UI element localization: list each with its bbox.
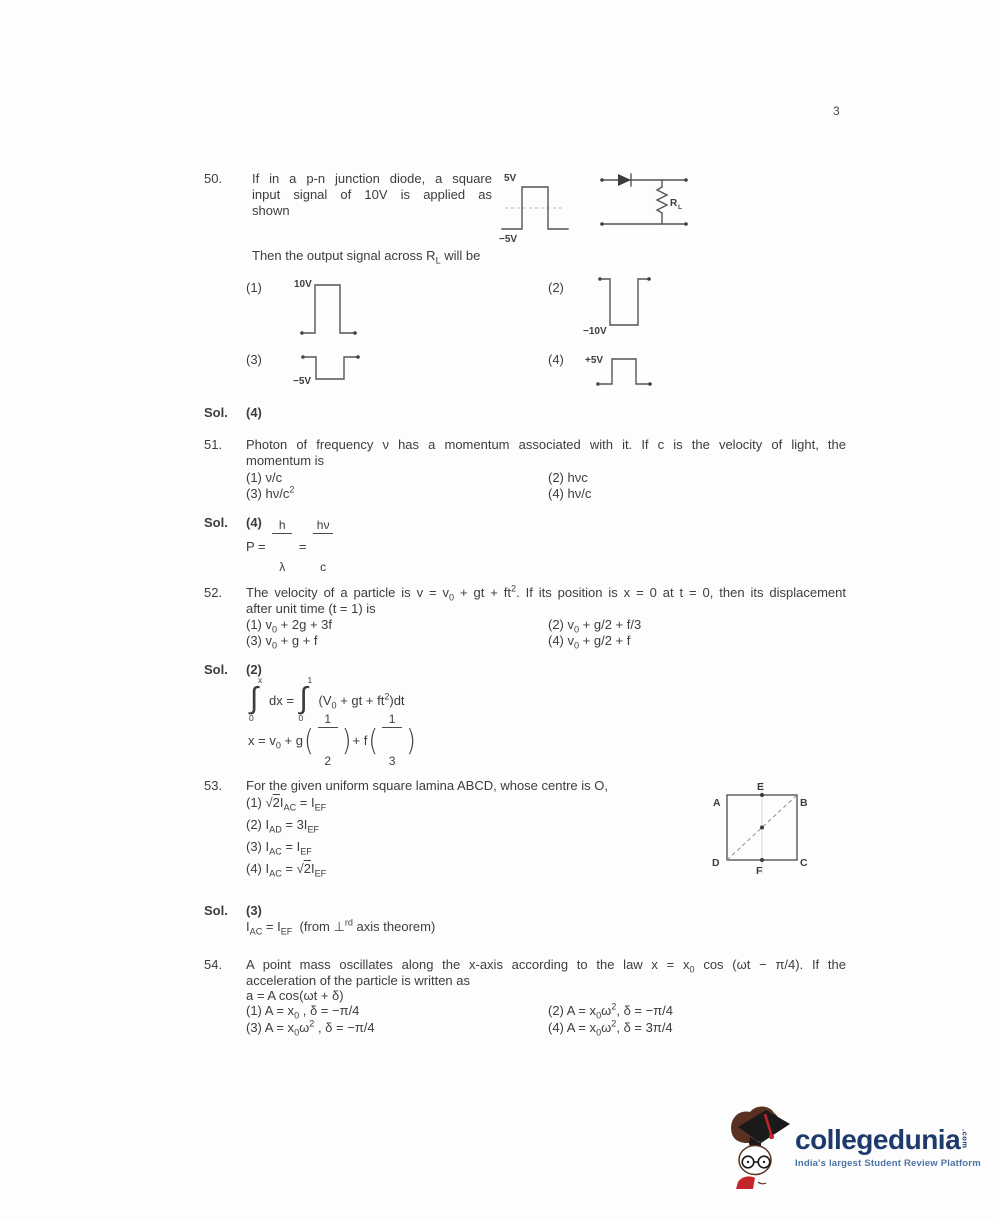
- wave-high-label: 5V: [504, 173, 517, 184]
- option-1-waveform: [294, 276, 364, 338]
- integrand: ($V_0$ + gt + $ft^2)dt$: [318, 691, 405, 711]
- page-number: 3: [833, 104, 840, 118]
- option-2-waveform: [583, 273, 658, 339]
- label-c: C: [800, 857, 808, 869]
- sol-52-result-equation: [248, 711, 417, 768]
- left-paren: (: [368, 722, 379, 758]
- q54-option-1: (1) $A = x_0$ , δ = −π/4: [246, 1003, 360, 1021]
- q52-option-1: (1) $v_0 + 2g + 3f$: [246, 617, 332, 635]
- mascot-face: [739, 1146, 771, 1175]
- option-3-voltage-label: −5V: [293, 376, 312, 387]
- pulse-down: [600, 279, 649, 325]
- option-2-number: (2): [548, 280, 564, 295]
- q51-option-4: (4) hν/c: [548, 486, 592, 501]
- question-52-line: after unit time (t = 1) is: [246, 600, 376, 616]
- q54-option-3: (3) $A = x_0\omega^2$ , δ = −π/4: [246, 1018, 375, 1038]
- option-4-voltage-label: +5V: [585, 355, 604, 366]
- q51-option-3: (3) $h\nu/c^2$: [246, 484, 295, 501]
- terminal-dot: [353, 331, 357, 335]
- label-a: A: [713, 797, 721, 809]
- question-50-text: [252, 171, 492, 219]
- brand-tld: .com: [960, 1129, 970, 1149]
- centre-o-dot: [760, 826, 764, 830]
- integral-sign: ∫ x 0: [249, 675, 263, 723]
- question-54-line: A point mass oscillates along the x-axis according to the law $x = x_0$ cos (ωt − π/4). If the: [246, 957, 846, 975]
- q54-option-2: (2) $A = x_0\omega^2$, δ = −π/4: [548, 1001, 674, 1021]
- label-f: F: [756, 865, 763, 877]
- question-50-line: shown: [252, 203, 290, 218]
- question-50-line: input signal of 10V is applied as: [252, 187, 492, 202]
- sol-51-formula: [246, 517, 336, 574]
- integral-upper-limit: x: [258, 675, 263, 685]
- resistor-label: R: [670, 198, 678, 209]
- pulse-up: [598, 359, 650, 384]
- left-eye: [747, 1161, 749, 1163]
- fraction: $\frac{1}{2}$: [318, 687, 338, 794]
- sol-51-answer: (4): [246, 515, 262, 530]
- mascot-shirt: [736, 1176, 755, 1189]
- sol-53-label: Sol.: [204, 903, 228, 918]
- mascot-mouth: [758, 1182, 766, 1184]
- label-b: B: [800, 797, 808, 809]
- option-4-waveform: [583, 350, 658, 390]
- formula-lhs: P =: [246, 538, 270, 554]
- sol-53-explanation: $I_{AC} = I_{EF}$ (from ⊥$^{rd}$ axis theorem): [246, 917, 436, 937]
- question-52-text: [246, 585, 846, 616]
- fraction: $\frac{1}{3}$: [382, 687, 402, 794]
- input-signal-waveform-diagram: [498, 168, 576, 246]
- option-1-number: (1): [246, 280, 262, 295]
- diode-icon: [618, 174, 631, 186]
- brand-row: [795, 1126, 981, 1154]
- resistor-icon: [657, 180, 667, 224]
- brand-name: collegedunia: [795, 1124, 961, 1155]
- option-3-number: (3): [246, 352, 262, 367]
- mascot-graduate-icon: [728, 1100, 790, 1190]
- sol-53-answer: (3): [246, 903, 262, 918]
- integral-sign: ∫ 1 0: [298, 675, 313, 723]
- tassel-end: [769, 1134, 774, 1139]
- sol-50-answer: (4): [246, 405, 262, 420]
- terminal-dot: [356, 355, 360, 359]
- right-paren: ): [341, 722, 352, 758]
- option-4-number: (4): [548, 352, 564, 367]
- q51-option-1: (1) ν/c: [246, 470, 283, 485]
- sol-52-label: Sol.: [204, 662, 228, 677]
- option-3-waveform: [293, 350, 365, 388]
- diode-circuit-diagram: [598, 170, 690, 234]
- equals-sign: =: [295, 538, 311, 554]
- right-eye: [763, 1161, 765, 1163]
- integral-lower-limit: 0: [298, 713, 304, 723]
- q54-option-4: (4) $A = x_0\omega^2$, δ = 3π/4: [548, 1018, 673, 1038]
- terminal-dot: [648, 382, 652, 386]
- brand-tagline: India's largest Student Review Platform: [795, 1158, 981, 1169]
- sol-52-answer: (2): [246, 662, 262, 677]
- question-53-number: 53.: [204, 778, 223, 793]
- question-54-text: [246, 957, 846, 1004]
- question-53-text: For the given uniform square lamina ABCD, whose centre is O,: [246, 778, 608, 793]
- question-54-number: 54.: [204, 957, 223, 972]
- terminal-dot: [600, 222, 604, 226]
- integral-mid: dx =: [269, 692, 298, 708]
- pulse-up: [302, 285, 355, 333]
- question-51-line: momentum is: [246, 452, 325, 468]
- option-2-voltage-label: −10V: [583, 326, 607, 337]
- question-54-line: a = A cos(ωt + δ): [246, 988, 344, 1003]
- q53-option-1: (1) $√2I_{AC} = I_{EF}$: [246, 795, 327, 813]
- question-51-number: 51.: [204, 437, 223, 452]
- question-50-number: 50.: [204, 171, 223, 186]
- pulse-down: [303, 357, 358, 379]
- terminal-dot: [684, 178, 688, 182]
- wave-low-label: −5V: [499, 234, 518, 245]
- terminal-dot: [647, 277, 651, 281]
- q53-option-4: (4) $I_{AC} = √2I_{EF}$: [246, 861, 327, 879]
- square-lamina-figure: [700, 778, 812, 878]
- collegedunia-logo: [728, 1100, 981, 1190]
- result-mid: + f: [352, 732, 368, 748]
- label-d: D: [712, 857, 720, 869]
- integral-lower-limit: 0: [249, 713, 254, 723]
- q52-option-4: (4) $v_0 + g/2 + f$: [548, 633, 631, 651]
- sol-50-label: Sol.: [204, 405, 228, 420]
- question-50-line: If in a p-n junction diode, a square: [252, 171, 492, 186]
- question-51-text: [246, 437, 846, 468]
- terminal-dot: [684, 222, 688, 226]
- left-paren: (: [303, 722, 314, 758]
- terminal-dot: [600, 178, 604, 182]
- question-54-line: acceleration of the particle is written as: [246, 972, 470, 988]
- q53-option-2: (2) $I_{AD} = 3I_{EF}$: [246, 817, 320, 835]
- label-e: E: [757, 781, 765, 793]
- resistor-label-sub: L: [678, 204, 682, 211]
- fraction: $\frac{h\nu}{c}$: [313, 493, 333, 600]
- result-lhs: $x = v_0 + g$: [248, 732, 303, 751]
- question-52-number: 52.: [204, 585, 223, 600]
- option-1-voltage-label: 10V: [294, 279, 312, 290]
- q53-option-3: (3) $I_{AC} = I_{EF}$: [246, 839, 312, 857]
- question-51-line: Photon of frequency ν has a momentum associated with it. If c is the velocity of light, the: [246, 437, 846, 452]
- point-f-dot: [760, 858, 764, 862]
- q51-option-2: (2) hνc: [548, 470, 588, 485]
- question-50-followup: Then the output signal across $R_L$ will be: [252, 248, 481, 266]
- q52-option-2: (2) $v_0 + g/2 + f/3$: [548, 617, 642, 635]
- logo-text: [795, 1126, 981, 1169]
- fraction: $\frac{h}{\lambda}$: [272, 493, 292, 600]
- point-e-dot: [760, 793, 764, 797]
- question-52-line: The velocity of a particle is $v = v_0$ + gt + $ft^2$. If its position is x = 0 at t = 0, then its displacement: [246, 583, 846, 603]
- sol-51-label: Sol.: [204, 515, 228, 530]
- right-paren: ): [406, 722, 416, 758]
- integral-upper-limit: 1: [307, 675, 313, 685]
- q52-option-3: (3) $v_0 + g + f$: [246, 633, 318, 651]
